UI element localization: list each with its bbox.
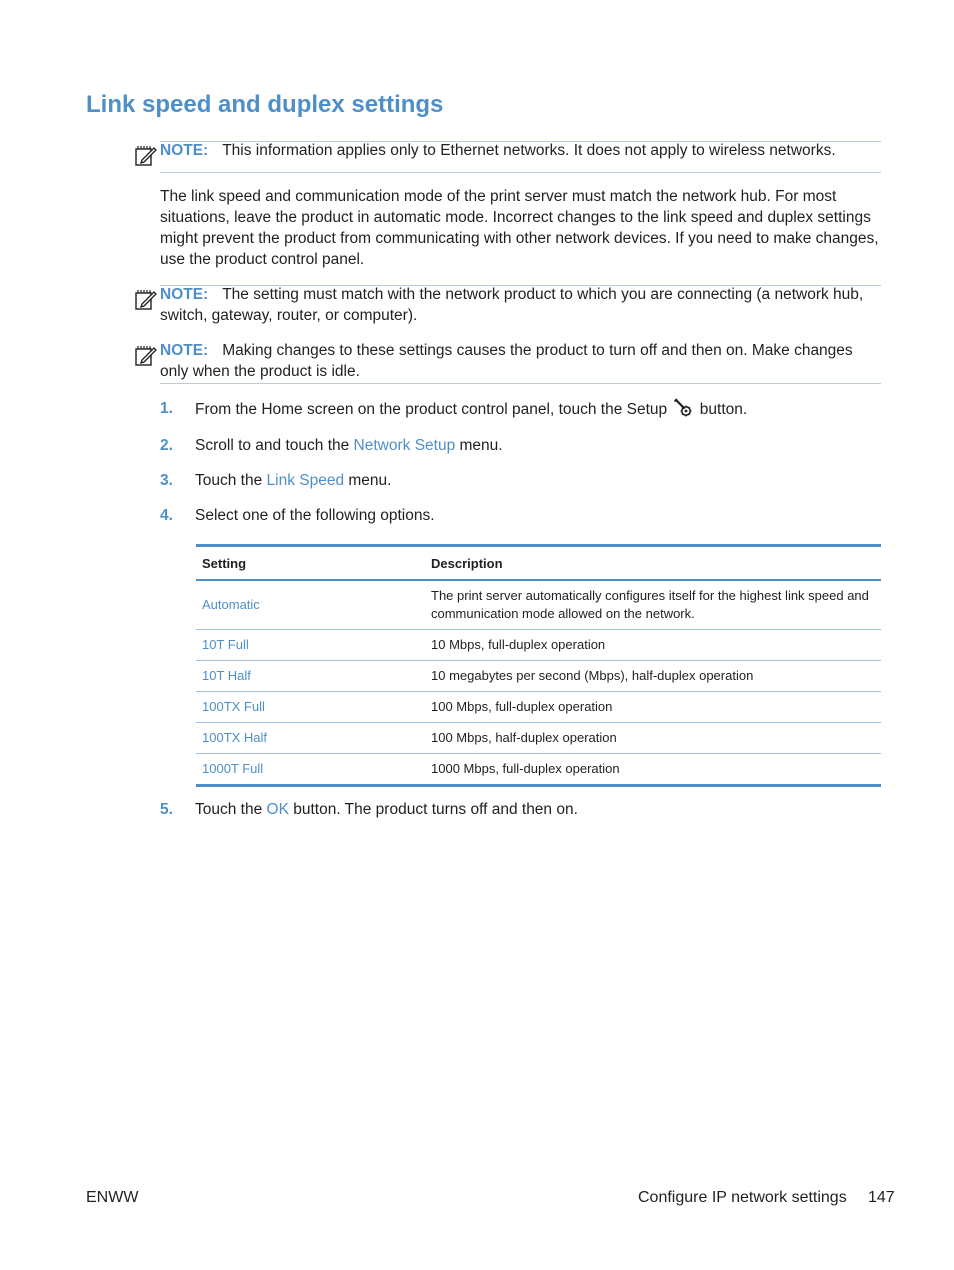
step-text: Scroll to and touch the: [195, 437, 354, 454]
step-number: 4.: [160, 507, 173, 524]
note-label: NOTE:: [160, 142, 209, 159]
step-number: 5.: [160, 801, 173, 818]
note-icon: [134, 289, 158, 311]
setting-option-link[interactable]: 10T Half: [196, 661, 425, 692]
note-text: Making changes to these settings causes the product to turn off and then on. Make changes only when the product is idle.: [160, 342, 853, 380]
note-text: This information applies only to Ethernet networks. It does not apply to wireless networks.: [222, 142, 836, 159]
table-row: [196, 692, 881, 723]
ok-button-link[interactable]: OK: [266, 801, 289, 818]
column-header-setting: Setting: [196, 546, 425, 581]
step-text: Select one of the following options.: [195, 507, 435, 524]
note-setting-match: [160, 284, 881, 326]
link-speed-options-table: [196, 544, 881, 787]
setup-wrench-icon: [673, 398, 693, 418]
setting-description: 1000 Mbps, full-duplex operation: [425, 754, 881, 786]
link-speed-menu-link[interactable]: Link Speed: [266, 472, 345, 489]
note-label: NOTE:: [160, 286, 209, 303]
step-text-suffix: button.: [699, 401, 748, 418]
footer-doc-id: ENWW: [86, 1189, 139, 1206]
table-row: [196, 723, 881, 754]
footer-page-number: 147: [868, 1189, 895, 1206]
table-row: [196, 580, 881, 630]
step-text-suffix: button. The product turns off and then on.: [288, 801, 578, 818]
footer-section-title: Configure IP network settings: [638, 1189, 847, 1206]
setting-option-link[interactable]: 100TX Full: [196, 692, 425, 723]
step-number: 3.: [160, 472, 173, 489]
step-number: 2.: [160, 437, 173, 454]
setting-option-link[interactable]: Automatic: [202, 597, 260, 612]
note-restart-warning: [160, 340, 881, 382]
step-text: Touch the: [195, 472, 267, 489]
column-header-description: Description: [425, 546, 881, 581]
note-label: NOTE:: [160, 342, 209, 359]
note-text: The setting must match with the network product to which you are connecting (a network hub, switch, gateway, router, or computer).: [160, 286, 864, 324]
step-text-suffix: menu.: [455, 437, 503, 454]
network-setup-menu-link[interactable]: Network Setup: [353, 437, 456, 454]
setting-option-link[interactable]: 10T Full: [196, 630, 425, 661]
setting-description: 100 Mbps, full-duplex operation: [425, 692, 881, 723]
note-icon: [134, 345, 158, 367]
table-header-row: [196, 546, 881, 581]
table-row: [196, 661, 881, 692]
intro-paragraph: The link speed and communication mode of the print server must match the network hub. For most situations, leave the product in automatic mode. Incorrect changes to the link speed and duplex settings might prevent the product from communicating with other network devices. If you need to make changes, use the product control panel.: [160, 188, 879, 268]
setting-description: 100 Mbps, half-duplex operation: [425, 723, 881, 754]
table-row: [196, 754, 881, 786]
setting-description: 10 Mbps, full-duplex operation: [425, 630, 881, 661]
step-text: From the Home screen on the product control panel, touch the Setup: [195, 401, 668, 418]
table-row: [196, 630, 881, 661]
step-text: Touch the: [195, 801, 267, 818]
note-bottom-rule: [160, 383, 881, 384]
note-bottom-rule: [160, 172, 881, 173]
note-icon: [134, 145, 158, 167]
step-number: 1.: [160, 400, 173, 417]
setting-option-link[interactable]: 100TX Half: [196, 723, 425, 754]
note-ethernet-only: [160, 140, 881, 161]
setting-description: The print server automatically configures itself for the highest link speed and communication mode allowed on the network.: [431, 588, 869, 621]
setting-description: 10 megabytes per second (Mbps), half-duplex operation: [425, 661, 881, 692]
page-title: Link speed and duplex settings: [86, 91, 444, 118]
step-text-suffix: menu.: [344, 472, 392, 489]
setting-option-link[interactable]: 1000T Full: [196, 754, 425, 786]
